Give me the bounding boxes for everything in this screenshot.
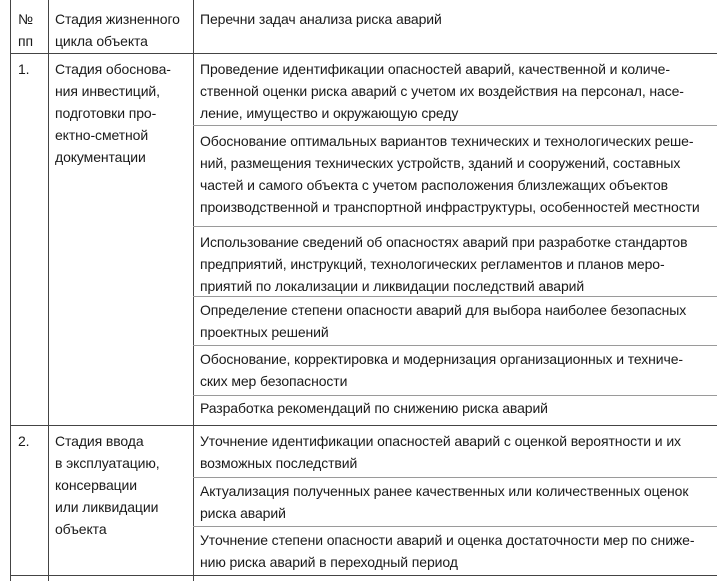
task-divider: [193, 526, 717, 527]
header-bottom-rule: [10, 53, 717, 54]
row-number: 2.: [18, 433, 30, 449]
header-tasks: [200, 8, 442, 30]
task-divider: [193, 395, 717, 396]
task-divider: [193, 345, 717, 346]
task-cell: Проведение идентификации опасностей аварий, качественной и количе- ственной оценки риска аварий с учетом их воздействия на персонал, насе- ление, имущество и окружающую среду: [200, 61, 684, 121]
header-number-line: пп: [18, 33, 33, 49]
task-cell: Обоснование, корректировка и модернизация организационных и техниче- ских мер безопасности: [200, 351, 683, 389]
task-cell: Разработка рекомендаций по снижению риска аварий: [200, 400, 548, 416]
header-stage-line: цикла объекта: [55, 33, 148, 49]
task-divider: [193, 125, 717, 126]
column-divider-2: [193, 0, 194, 581]
task-cell: Использование сведений об опасностях аварий при разработке стандартов предприятий, инструкций, технологических регламентов и планов меро- приятий по локализации и ликвидации последствий аварий: [200, 234, 688, 294]
task-cell: Уточнение идентификации опасностей аварий с оценкой вероятности и их возможных последствий: [200, 433, 681, 471]
row-stage: Стадия ввода в эксплуатацию, консервации или ликвидации объекта: [55, 433, 160, 537]
column-divider-1: [48, 0, 49, 581]
row-divider: [10, 425, 717, 426]
task-cell: Уточнение степени опасности аварий и оценка достаточности мер по сниже- нию риска аварий в переходный период: [200, 532, 695, 570]
task-cell: Актуализация полученных ранее качественных или количественных оценок риска аварий: [200, 483, 689, 521]
task-cell: Определение степени опасности аварий для выбора наиболее безопасных проектных решений: [200, 302, 687, 340]
header-tasks-line: Перечни задач анализа риска аварий: [200, 11, 442, 27]
task-cell: Обоснование оптимальных вариантов технических и технологических реше- ний, размещения технических устройств, зданий и сооружений, составных частей и самого объекта с учетом расположения близлежащих объектов производственной и транспортной инфраструктуры, особенностей местности: [200, 133, 700, 215]
task-divider: [193, 477, 717, 478]
header-number: [18, 8, 33, 52]
task-divider: [193, 226, 717, 227]
header-number-line: №: [18, 11, 33, 27]
header-stage-line: Стадия жизненного: [55, 11, 180, 27]
table-border-left: [10, 0, 11, 581]
header-stage: [55, 8, 180, 52]
row-number: 1.: [18, 61, 30, 77]
row-divider: [10, 575, 717, 576]
row-stage: Стадия обоснова- ния инвестиций, подготовки про- ектно-сметной документации: [55, 61, 171, 165]
